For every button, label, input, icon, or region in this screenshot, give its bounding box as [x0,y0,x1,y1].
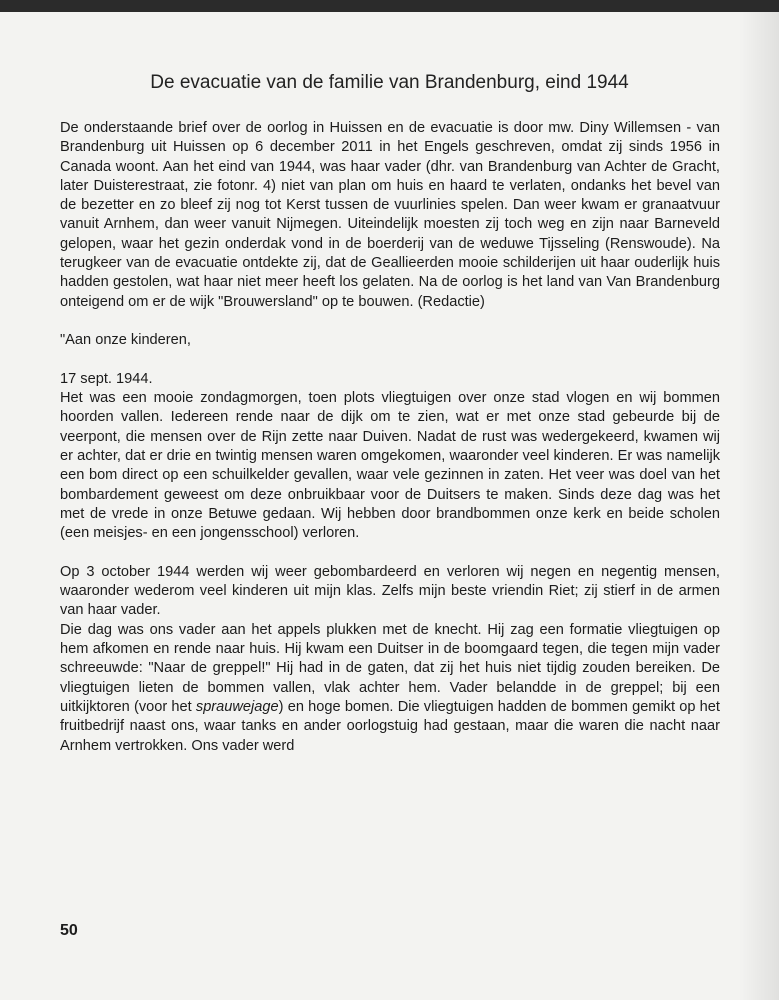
paragraph-3-italic-term: sprauwejage [195,698,279,715]
page-number: 50 [60,922,78,939]
letter-paragraph-1: Het was een mooie zondagmorgen, toen plots vliegtuigen over onze stad vlogen en wij bommen hoorden vallen. Iedereen rende naar de dijk om te zien, wat er met onze stad gebeurde bij de veerpont, die mensen over de Rijn zette naar Duiven. Nadat de rust was wedergekeerd, kwamen wij er achter, dat er drie en twintig mensen waren omgekomen, waaronder veel kinderen. Er was namelijk een bom direct op een schuilkelder gevallen, waar vele gezinnen in zaten. Het veer was doel van het bombardement geweest om deze onbruikbaar voor de Duitsers te maken. Sinds deze dag was het met de vrede in onze Betuwe gedaan. Wij hebben door brandbommen onze kerk en beide scholen (een meisjes- en een jongensschool) verloren. [60,390,720,542]
letter-paragraph-2: Op 3 october 1944 werden wij weer gebombardeerd en verloren wij negen en negentig mensen, waaronder wederom veel kinderen uit mijn klas. Zelfs mijn beste vriendin Riet; zij stierf in de armen van haar vader. [60,563,720,619]
paragraph-3-text-b: ) en hoge bomen. Die vliegtuigen hadden de bommen gemikt op het fruitbedrijf naast ons, waar tanks en ander oorlogstuig had gestaan, maar die waren die nacht naar Arnhem vertrokken. Ons vader werd [60,698,720,754]
paragraph-3-text-a: Die dag was ons vader aan het appels plukken met de knecht. Hij zag een formatie vliegtuigen op hem afkomen en rende naar huis. Hij kwam een Duitser in de boomgaard tegen, die tegen mijn vader schreeuwde: "Naar de greppel!" Hij had in de gaten, dat zij het huis niet tijdig zouden bereiken. De vliegtuigen lieten de bommen vallen, vlak achter hem. Vader belandde in de greppel; bij een uitkijktoren (voor het [60,621,720,715]
letter-date: 17 sept. 1944. [60,370,153,387]
scan-top-border [0,0,779,12]
page-shadow [739,12,779,1000]
letter-paragraph-3 [60,621,720,756]
article-body [60,119,720,756]
intro-paragraph: De onderstaande brief over de oorlog in Huissen en de evacuatie is door mw. Diny Willemsen - van Brandenburg uit Huissen op 6 december 2011 in het Engels geschreven, omdat zij sinds 1956 in Canada woont. Aan het eind van 1944, was haar vader (dhr. van Brandenburg van Achter de Gracht, later Duisterestraat, zie fotonr. 4) niet van plan om huis en haard te verlaten, ondanks het bevel van de bezetter en zo bleef zij nog tot Kerst tussen de vuurlinies spelen. Dan weer kwam er granaatvuur vanuit Arnhem, dan weer vanuit Nijmegen. Uiteindelijk moesten zij toch weg en zijn naar Barneveld gelopen, waar het gezin onderdak vond in de boerderij van de weduwe Tijsseling (Renswoude). Na terugkeer van de evacuatie ontdekte zij, dat de Geallieerden mooie schilderijen uit haar ouderlijk huis hadden gestolen, wat haar niet meer heeft los gelaten. Na de oorlog is het land van Van Brandenburg onteigend om er de wijk "Brouwersland" op te bouwen. (Redactie) [60,120,720,310]
article-title: De evacuatie van de familie van Brandenburg, eind 1944 [150,72,629,93]
letter-salutation: "Aan onze kinderen, [60,332,191,349]
